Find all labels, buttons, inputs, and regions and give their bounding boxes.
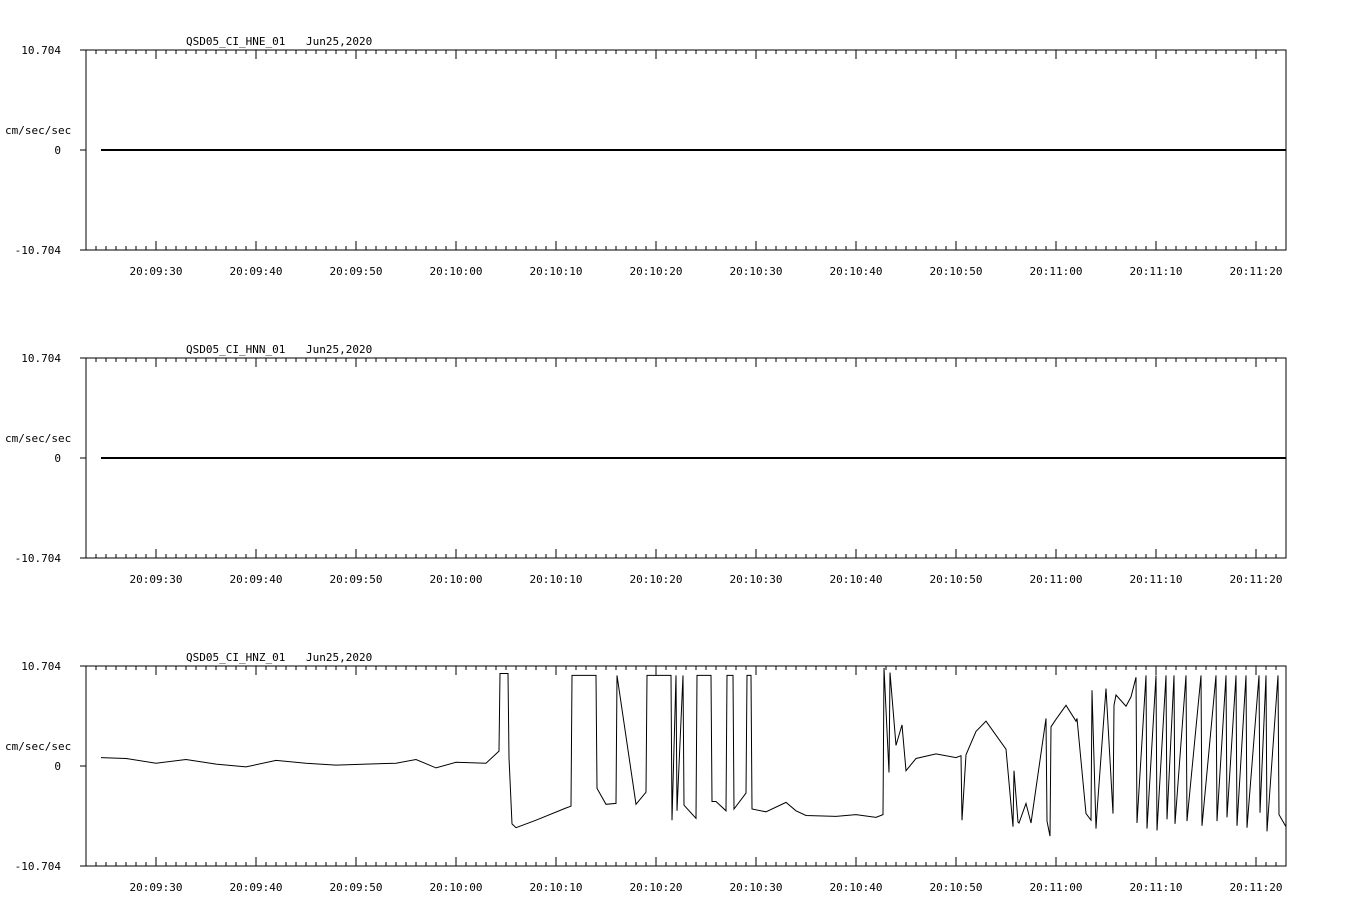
- y-tick-label: 10.704: [21, 352, 61, 365]
- y-tick-label: 10.704: [21, 660, 61, 673]
- y-tick-label: -10.704: [14, 244, 61, 257]
- y-tick-label: -10.704: [14, 860, 61, 873]
- x-tick-label: 20:10:00: [429, 573, 483, 586]
- x-tick-label: 20:10:50: [929, 265, 983, 278]
- x-tick-label: 20:09:30: [129, 881, 183, 894]
- channel-title: QSD05_CI_HNN_01: [186, 343, 286, 356]
- x-tick-label: 20:09:40: [229, 265, 283, 278]
- y-axis-label: cm/sec/sec: [5, 432, 72, 445]
- x-tick-label: 20:09:50: [329, 265, 383, 278]
- x-tick-label: 20:11:20: [1229, 265, 1283, 278]
- x-tick-label: 20:10:10: [529, 881, 583, 894]
- date-label: Jun25,2020: [306, 343, 373, 356]
- x-tick-label: 20:11:10: [1129, 573, 1183, 586]
- x-tick-label: 20:10:30: [729, 265, 783, 278]
- x-tick-label: 20:10:30: [729, 881, 783, 894]
- date-label: Jun25,2020: [306, 651, 373, 664]
- x-tick-label: 20:11:00: [1029, 881, 1083, 894]
- x-tick-label: 20:09:30: [129, 265, 183, 278]
- x-tick-label: 20:10:20: [629, 265, 683, 278]
- x-tick-label: 20:10:50: [929, 573, 983, 586]
- channel-title: QSD05_CI_HNE_01: [186, 35, 286, 48]
- y-tick-label: 10.704: [21, 44, 61, 57]
- x-tick-label: 20:10:00: [429, 265, 483, 278]
- x-tick-label: 20:10:40: [829, 881, 883, 894]
- y-tick-label: 0: [54, 760, 61, 773]
- x-tick-label: 20:10:40: [829, 573, 883, 586]
- x-tick-label: 20:09:30: [129, 573, 183, 586]
- y-tick-label: 0: [54, 144, 61, 157]
- x-tick-label: 20:09:50: [329, 573, 383, 586]
- channel-title: QSD05_CI_HNZ_01: [186, 651, 286, 664]
- x-tick-label: 20:10:40: [829, 265, 883, 278]
- y-axis-label: cm/sec/sec: [5, 124, 72, 137]
- x-tick-label: 20:11:10: [1129, 881, 1183, 894]
- x-tick-label: 20:10:30: [729, 573, 783, 586]
- x-tick-label: 20:10:20: [629, 881, 683, 894]
- x-tick-label: 20:11:00: [1029, 573, 1083, 586]
- x-tick-label: 20:09:40: [229, 881, 283, 894]
- x-tick-label: 20:11:20: [1229, 881, 1283, 894]
- x-tick-label: 20:11:10: [1129, 265, 1183, 278]
- y-axis-label: cm/sec/sec: [5, 740, 72, 753]
- x-tick-label: 20:11:20: [1229, 573, 1283, 586]
- x-tick-label: 20:10:10: [529, 265, 583, 278]
- y-tick-label: 0: [54, 452, 61, 465]
- x-tick-label: 20:10:20: [629, 573, 683, 586]
- x-tick-label: 20:10:50: [929, 881, 983, 894]
- x-tick-label: 20:09:50: [329, 881, 383, 894]
- x-tick-label: 20:10:00: [429, 881, 483, 894]
- waveform-trace: [101, 668, 1286, 836]
- x-tick-label: 20:11:00: [1029, 265, 1083, 278]
- x-tick-label: 20:10:10: [529, 573, 583, 586]
- x-tick-label: 20:09:40: [229, 573, 283, 586]
- y-tick-label: -10.704: [14, 552, 61, 565]
- date-label: Jun25,2020: [306, 35, 373, 48]
